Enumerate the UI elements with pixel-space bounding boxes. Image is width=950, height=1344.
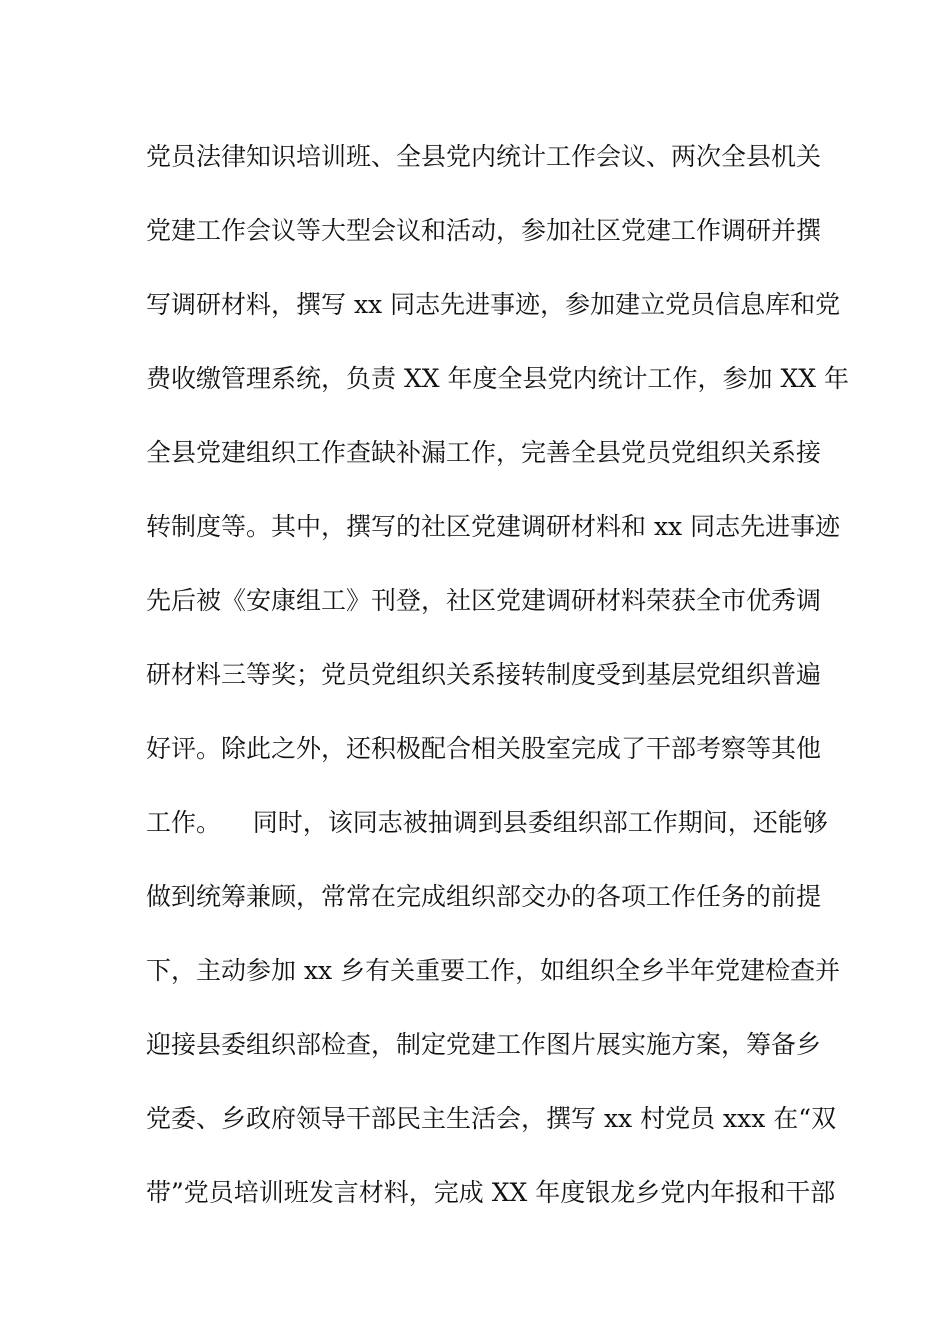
text-line: 先后被《安康组工》刊登，社区党建调研材料荣获全市优秀调: [146, 586, 822, 615]
text-line: 党员法律知识培训班、全县党内统计工作会议、两次全县机关: [146, 142, 822, 171]
text-line: 工作。 同时，该同志被抽调到县委组织部工作期间，还能够: [146, 808, 828, 837]
text-line: 写调研材料，撰写 xx 同志先进事迹，参加建立党员信息库和党: [146, 290, 841, 319]
text-line: 下，主动参加 xx 乡有关重要工作，如组织全乡半年党建检查并: [146, 956, 841, 985]
text-line: 转制度等。其中，撰写的社区党建调研材料和 xx 同志先进事迹: [146, 512, 841, 541]
text-line: 党建工作会议等大型会议和活动，参加社区党建工作调研并撰: [146, 216, 822, 245]
text-line: 做到统筹兼顾，常常在完成组织部交办的各项工作任务的前提: [146, 882, 822, 911]
text-line: 研材料三等奖；党员党组织关系接转制度受到基层党组织普遍: [146, 660, 822, 689]
text-line: 全县党建组织工作查缺补漏工作，完善全县党员党组织关系接: [146, 438, 822, 467]
text-line: 带”党员培训班发言材料，完成 XX 年度银龙乡党内年报和干部: [146, 1178, 836, 1207]
text-line: 迎接县委组织部检查，制定党建工作图片展实施方案，筹备乡: [146, 1030, 822, 1059]
text-line: 费收缴管理系统，负责 XX 年度全县党内统计工作，参加 XX 年: [146, 364, 849, 393]
body-text: [146, 133, 849, 1243]
text-line: 党委、乡政府领导干部民主生活会，撰写 xx 村党员 xxx 在“双: [146, 1104, 837, 1133]
text-line: 好评。除此之外，还积极配合相关股室完成了干部考察等其他: [146, 734, 822, 763]
